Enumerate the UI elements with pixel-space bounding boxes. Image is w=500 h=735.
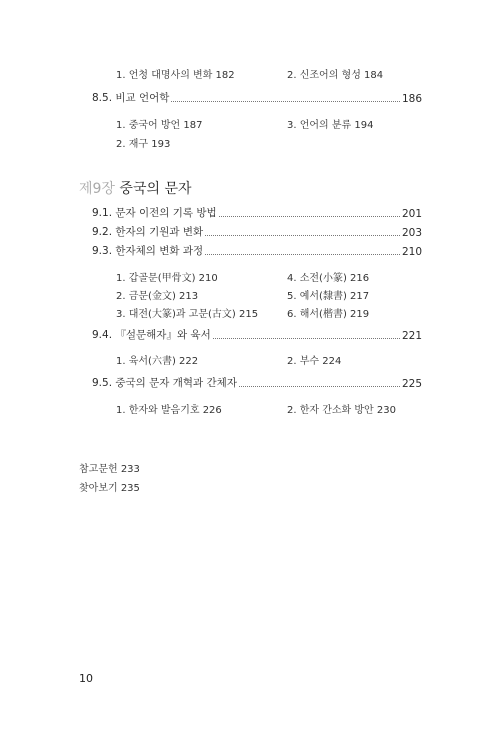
toc-subitem: 2. 재구 193 xyxy=(116,139,171,150)
toc-section-9-1 xyxy=(92,206,422,220)
chapter-number: 제9장 xyxy=(79,181,115,197)
toc-subitem: 3. 언어의 분류 194 xyxy=(287,120,374,131)
toc-subitem: 5. 예서(隸書) 217 xyxy=(287,291,370,302)
toc-section-9-2 xyxy=(92,225,422,239)
chapter-heading xyxy=(79,178,192,198)
back-matter-item: 찾아보기 235 xyxy=(79,483,140,494)
section-page: 203 xyxy=(401,227,422,239)
section-title: 9.2. 한자의 기원과 변화 xyxy=(92,226,204,238)
toc-section-9-4 xyxy=(92,328,422,342)
section-title: 9.3. 한자체의 변화 과정 xyxy=(92,245,204,257)
section-page: 186 xyxy=(401,93,422,105)
toc-subitem: 2. 한자 간소화 방안 230 xyxy=(287,405,396,416)
toc-subitem: 6. 해서(楷書) 219 xyxy=(287,309,370,320)
toc-section-8-5 xyxy=(92,91,422,105)
toc-subitem: 1. 육서(六書) 222 xyxy=(116,356,199,367)
toc-subitem: 1. 갑골문(甲骨文) 210 xyxy=(116,273,218,284)
leader-dots xyxy=(205,254,400,255)
leader-dots xyxy=(213,338,400,339)
section-title: 9.5. 중국의 문자 개혁과 간체자 xyxy=(92,377,237,389)
leader-dots xyxy=(205,235,400,236)
back-matter-item: 참고문헌 233 xyxy=(79,464,140,475)
section-title: 9.1. 문자 이전의 기록 방법 xyxy=(92,207,217,219)
toc-subitem: 1. 중국어 방언 187 xyxy=(116,120,203,131)
leader-dots xyxy=(219,216,400,217)
toc-section-9-5 xyxy=(92,376,422,390)
page-number: 10 xyxy=(79,672,93,685)
chapter-title: 중국의 문자 xyxy=(119,181,192,197)
section-title: 8.5. 비교 언어학 xyxy=(92,92,170,104)
toc-subitem: 3. 대전(大篆)과 고문(古文) 215 xyxy=(116,309,259,320)
section-page: 210 xyxy=(401,246,422,258)
toc-section-9-3 xyxy=(92,244,422,258)
leader-dots xyxy=(171,101,400,102)
toc-subitem: 2. 신조어의 형성 184 xyxy=(287,70,384,81)
leader-dots xyxy=(239,386,400,387)
toc-subitem: 4. 소전(小篆) 216 xyxy=(287,273,370,284)
toc-subitem: 2. 금문(金文) 213 xyxy=(116,291,199,302)
toc-subitem: 2. 부수 224 xyxy=(287,356,342,367)
toc-subitem: 1. 언청 대명사의 변화 182 xyxy=(116,70,235,81)
section-page: 201 xyxy=(401,208,422,220)
section-title: 9.4. 『설문해자』와 육서 xyxy=(92,329,211,341)
section-page: 225 xyxy=(401,378,422,390)
section-page: 221 xyxy=(401,330,422,342)
toc-subitem: 1. 한자와 발음기호 226 xyxy=(116,405,222,416)
